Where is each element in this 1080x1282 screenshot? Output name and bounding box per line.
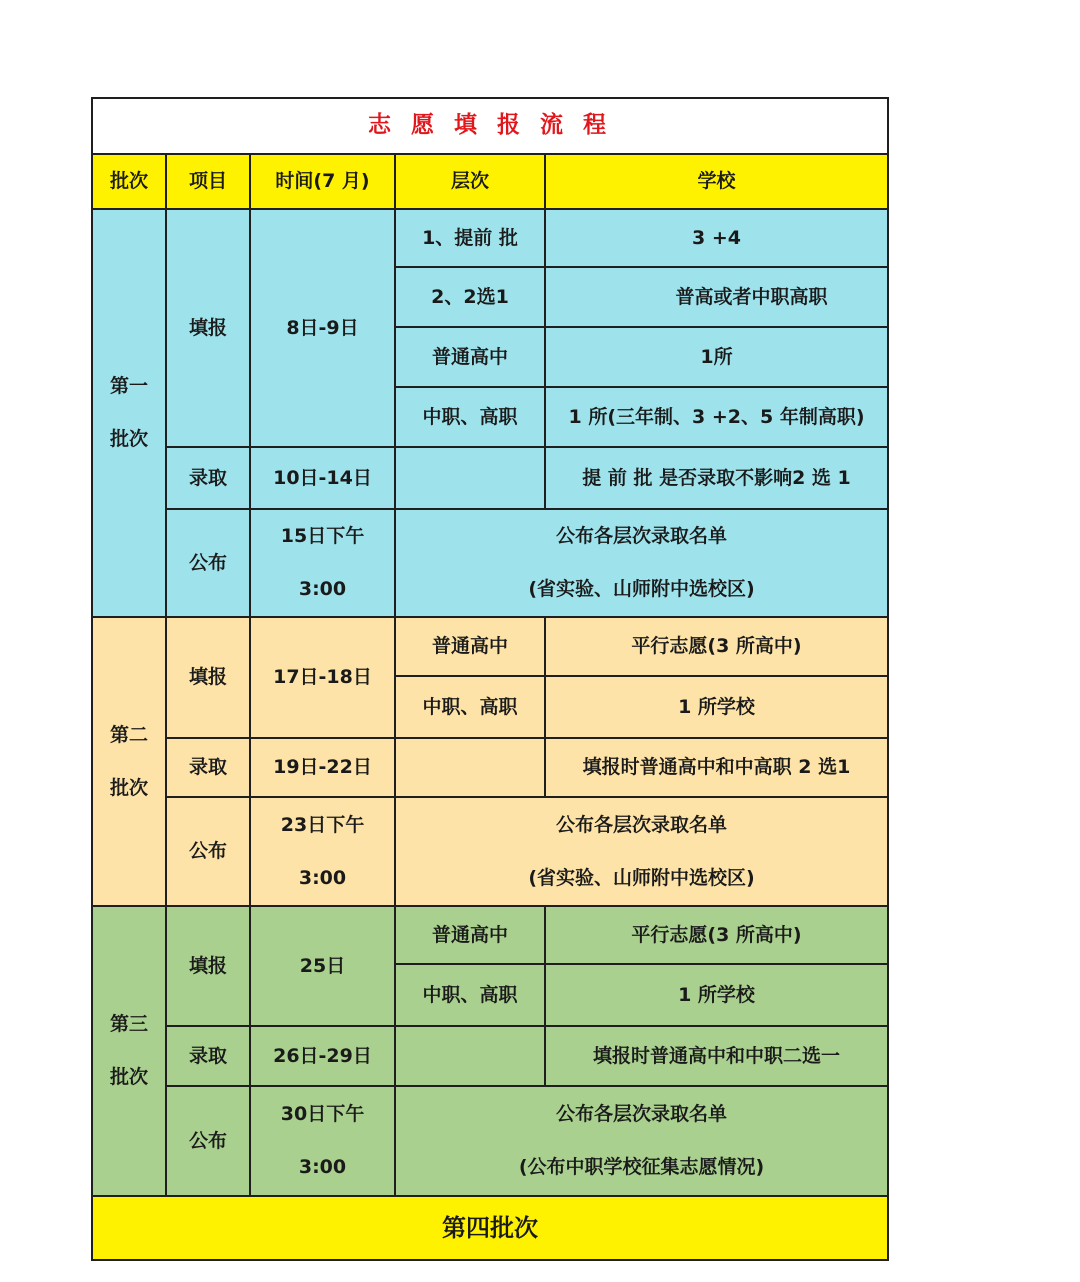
batch3-publish-text	[396, 1087, 887, 1195]
batch1-publish-time	[251, 510, 394, 616]
batch1-label	[93, 210, 165, 616]
batch4-footer: 第四批次	[442, 1213, 538, 1242]
batch3-label-line1: 第三	[109, 1013, 148, 1036]
batch3-label	[93, 907, 165, 1195]
batch2-label-line1: 第二	[109, 723, 148, 746]
batch2-label	[93, 618, 165, 905]
batch1-row3-level: 普通高中	[431, 345, 508, 368]
batch1-row4-level: 中职、高职	[422, 405, 518, 428]
batch2-publish-time	[251, 798, 394, 905]
batch1-admit-time: 10日-14日	[273, 466, 372, 489]
batch3-fill-time: 25日	[299, 954, 346, 977]
batch3-row2-school: 1 所学校	[678, 983, 755, 1006]
header-school: 学校	[697, 170, 736, 193]
batch1-admit-level	[396, 448, 544, 508]
batch3-publish-time	[251, 1087, 394, 1195]
batch3-row2-level: 中职、高职	[422, 983, 518, 1006]
batch2-admit-school: 填报时普通高中和中高职 2 选1	[582, 756, 851, 779]
batch3-publish-time-line1: 30日下午	[280, 1103, 365, 1126]
batch1-publish-time-line2: 3:00	[298, 578, 347, 600]
batch2-fill-item: 填报	[188, 666, 227, 689]
batch2-fill-time: 17日-18日	[273, 666, 372, 689]
batch1-row2-level: 2、2选1	[431, 285, 509, 308]
batch1-fill-item: 填报	[188, 316, 227, 339]
batch1-admit-school: 提 前 批 是否录取不影响2 选 1	[582, 466, 851, 489]
batch1-row1-school: 3 +4	[692, 226, 741, 249]
header-batch: 批次	[109, 170, 148, 193]
batch1-label-line2: 批次	[109, 428, 148, 450]
batch1-publish-text-line2: (省实验、山师附中选校区)	[528, 578, 755, 600]
batch3-publish-text-line1: 公布各层次录取名单	[555, 1103, 727, 1126]
batch3-admit-level	[396, 1027, 544, 1085]
batch1-row3-school: 1所	[700, 345, 733, 368]
batch2-publish-time-line2: 3:00	[298, 866, 347, 889]
batch1-admit-item: 录取	[188, 466, 227, 489]
batch2-publish-text	[396, 798, 887, 905]
batch3-publish-text-line2: (公布中职学校征集志愿情况)	[518, 1156, 765, 1178]
batch2-row1-level: 普通高中	[431, 635, 508, 658]
header-time: 时间(7 月)	[275, 170, 370, 193]
batch1-publish-time-line1: 15日下午	[280, 525, 365, 548]
batch1-fill-time: 8日-9日	[286, 316, 359, 339]
batch3-admit-school: 填报时普通高中和中职二选一	[592, 1044, 840, 1067]
batch1-publish-item: 公布	[188, 551, 227, 574]
batch1-publish-text	[396, 510, 887, 616]
batch1-publish-text-line1: 公布各层次录取名单	[555, 525, 727, 548]
batch3-row1-level: 普通高中	[431, 923, 508, 946]
batch3-admit-time: 26日-29日	[273, 1044, 372, 1067]
batch2-label-line2: 批次	[109, 776, 148, 799]
batch1-row1-level: 1、提前 批	[422, 226, 518, 249]
table-title: 志 愿 填 报 流 程	[367, 112, 613, 139]
batch3-admit-item: 录取	[188, 1044, 227, 1067]
batch2-admit-level	[396, 739, 544, 796]
batch3-publish-item: 公布	[188, 1129, 227, 1152]
batch2-row1-school: 平行志愿(3 所高中)	[631, 635, 802, 658]
batch2-publish-text-line2: (省实验、山师附中选校区)	[528, 866, 755, 889]
batch1-row4-school: 1 所(三年制、3 +2、5 年制高职)	[568, 405, 865, 428]
batch2-row2-school: 1 所学校	[678, 695, 755, 718]
batch2-admit-item: 录取	[188, 756, 227, 779]
batch2-publish-text-line1: 公布各层次录取名单	[555, 813, 727, 836]
batch3-label-line2: 批次	[109, 1066, 148, 1088]
batch3-publish-time-line2: 3:00	[298, 1156, 347, 1178]
batch2-publish-item: 公布	[188, 840, 227, 863]
batch3-row1-school: 平行志愿(3 所高中)	[631, 923, 802, 946]
batch3-fill-item: 填报	[188, 954, 227, 977]
header-level: 层次	[450, 170, 489, 193]
batch1-label-line1: 第一	[109, 375, 148, 398]
header-item: 项目	[188, 170, 227, 193]
batch2-admit-time: 19日-22日	[273, 756, 372, 779]
batch2-row2-level: 中职、高职	[422, 695, 518, 718]
batch2-publish-time-line1: 23日下午	[280, 813, 365, 836]
batch1-row2-school: 普高或者中职高职	[675, 285, 828, 308]
